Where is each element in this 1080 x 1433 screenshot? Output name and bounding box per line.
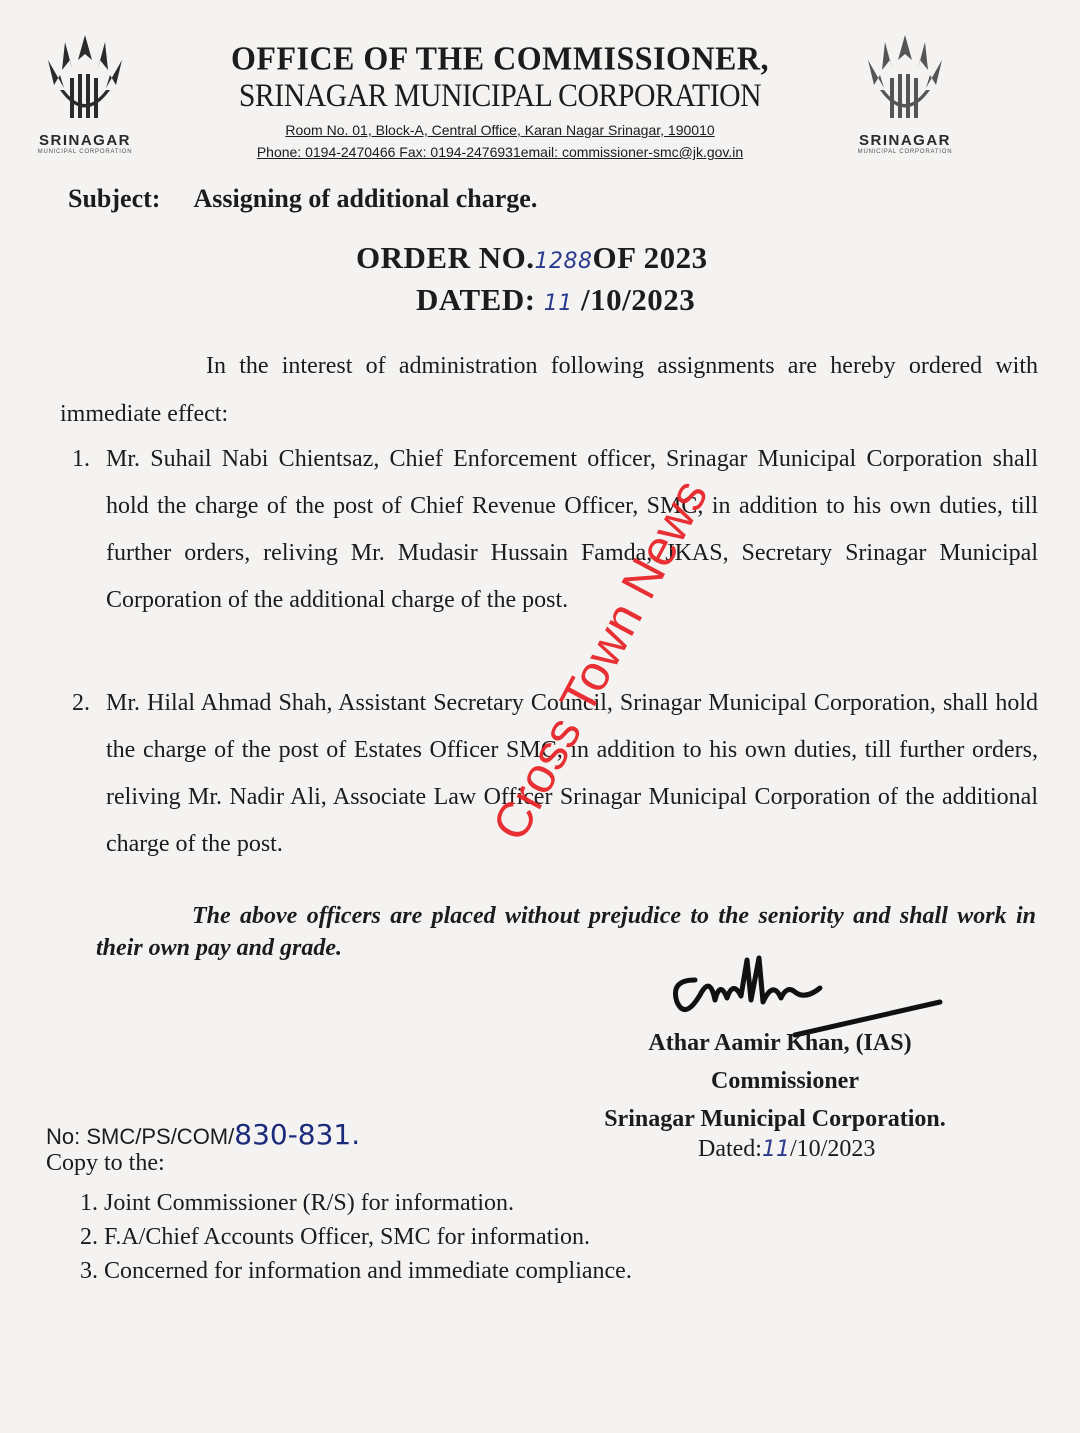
dated-rest: /10/2023: [581, 282, 696, 317]
smc-emblem-icon: [40, 30, 130, 130]
subject-label: Subject:: [68, 184, 161, 213]
org-name: SRINAGAR MUNICIPAL CORPORATION: [238, 78, 762, 114]
item-text: Mr. Suhail Nabi Chientsaz, Chief Enforcement officer, Srinagar Municipal Corporation shall hold the charge of the post of Chief Revenue Officer, SMC, in addition to his own duties, till further orders, reliving Mr. Mudasir Hussain Famda, JKAS, Secretary Srinagar Municipal Corporation of the additional charge of the post.: [106, 446, 1038, 613]
item-number: 1.: [72, 446, 90, 472]
ref-number-handwritten: 830-831.: [234, 1118, 361, 1151]
signatory-org: Srinagar Municipal Corporation.: [604, 1106, 946, 1132]
office-address: Room No. 01, Block-A, Central Office, Karan Nagar Srinagar, 190010: [285, 122, 715, 138]
item-number: 2.: [72, 690, 90, 716]
seniority-note: The above officers are placed without prejudice to the seniority and shall work in their own pay and grade.: [96, 903, 1036, 961]
logo-wordmark: SRINAGAR: [858, 132, 951, 149]
smc-logo-left: [20, 30, 150, 155]
signatory-dated-label: Dated:: [698, 1136, 762, 1162]
order-number: [356, 240, 708, 276]
order-suffix: OF 2023: [592, 240, 708, 275]
logo-subtext: MUNICIPAL CORPORATION: [37, 149, 133, 155]
dated-label: DATED:: [416, 282, 536, 317]
signature-scribble: [655, 940, 955, 1040]
reference-number: [46, 1118, 360, 1151]
ref-prefix: No: SMC/PS/COM/: [46, 1124, 235, 1149]
assignment-item: [60, 436, 1038, 624]
signatory-date: [698, 1136, 875, 1163]
signatory-name: Athar Aamir Khan, (IAS): [648, 1030, 912, 1056]
intro-paragraph: In the interest of administration following assignments are hereby ordered with immediate effect:: [60, 353, 1038, 427]
signatory-dated-day-handwritten: 11: [761, 1137, 790, 1162]
order-number-handwritten: 1288: [534, 249, 593, 274]
dated-day-handwritten: 11: [543, 291, 573, 316]
assignment-item: [60, 680, 1038, 868]
signatory-dated-rest: /10/2023: [789, 1136, 876, 1162]
copy-recipient: 1. Joint Commissioner (R/S) for information.: [80, 1190, 514, 1216]
office-title: OFFICE OF THE COMMISSIONER,: [231, 39, 769, 77]
order-prefix: ORDER NO.: [356, 240, 535, 275]
copy-recipient: 2. F.A/Chief Accounts Officer, SMC for information.: [80, 1224, 590, 1250]
signatory-title: Commissioner: [711, 1068, 859, 1094]
smc-logo-right: [840, 30, 970, 155]
office-contact: Phone: 0194-2470466 Fax: 0194-2476931email: commissioner-smc@jk.gov.in: [256, 144, 744, 160]
subject-line: [68, 184, 537, 214]
logo-wordmark: SRINAGAR: [38, 132, 131, 149]
smc-emblem-icon: [860, 30, 950, 130]
item-text: Mr. Hilal Ahmad Shah, Assistant Secretary Council, Srinagar Municipal Corporation, shall hold the charge of the post of Estates Officer SMC, in addition to his own duties, till further orders, reliving Mr. Nadir Ali, Associate Law Officer Srinagar Municipal Corporation of the additional charge of the post.: [106, 690, 1038, 857]
subject-text: Assigning of additional charge.: [193, 184, 538, 213]
copy-to-label: Copy to the:: [46, 1150, 165, 1176]
watermark-text: Cross Town News: [481, 470, 719, 850]
copy-recipient: 3. Concerned for information and immediate compliance.: [80, 1258, 632, 1284]
order-date: [416, 282, 695, 318]
logo-subtext: MUNICIPAL CORPORATION: [857, 149, 953, 155]
